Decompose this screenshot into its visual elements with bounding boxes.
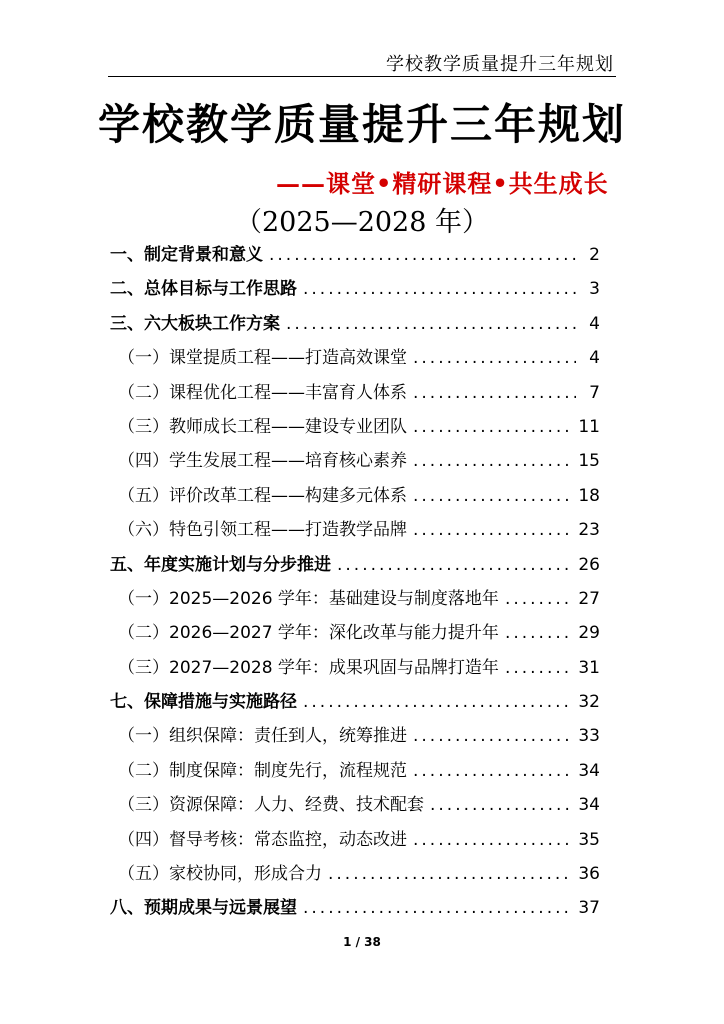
toc-entry-page: 4 bbox=[589, 313, 600, 334]
toc-dot-leader bbox=[413, 520, 572, 540]
toc-entry-page: 29 bbox=[578, 623, 600, 644]
toc-entry-page: 2 bbox=[589, 245, 600, 265]
toc-entry-title: （三）资源保障：人力、经费、技术配套 bbox=[118, 795, 424, 816]
toc-dot-leader bbox=[413, 383, 576, 403]
toc-entry-title: （五）评价改革工程——构建多元体系 bbox=[118, 485, 407, 506]
toc-entry[interactable] bbox=[110, 825, 600, 859]
toc-entry-page: 34 bbox=[578, 760, 600, 781]
toc-entry[interactable] bbox=[110, 550, 600, 584]
toc-entry-page: 36 bbox=[578, 864, 600, 885]
toc-entry-title: （五）家校协同，形成合力 bbox=[118, 864, 322, 885]
document-subtitle: ——课堂•精研课程•共生成长 bbox=[276, 169, 609, 198]
toc-entry-title: 二、总体目标与工作思路 bbox=[110, 279, 297, 300]
toc-entry-title: （二）制度保障：制度先行，流程规范 bbox=[118, 760, 407, 781]
toc-entry-title: （一）2025—2026 学年：基础建设与制度落地年 bbox=[118, 588, 499, 609]
toc-entry[interactable] bbox=[110, 721, 600, 755]
toc-entry-page: 33 bbox=[578, 726, 600, 747]
toc-entry-page: 27 bbox=[578, 588, 600, 609]
toc-dot-leader bbox=[430, 795, 572, 815]
toc-entry-page: 7 bbox=[589, 382, 600, 403]
toc-dot-leader bbox=[413, 726, 572, 746]
toc-entry-page: 34 bbox=[578, 795, 600, 816]
toc-entry[interactable] bbox=[110, 893, 600, 927]
toc-entry-title: 一、制定背景和意义 bbox=[110, 245, 263, 265]
page-indicator: 1 / 38 bbox=[343, 935, 381, 949]
toc-entry-title: 七、保障措施与实施路径 bbox=[110, 692, 297, 713]
toc-entry[interactable] bbox=[110, 687, 600, 721]
toc-entry-title: （三）2027—2028 学年：成果巩固与品牌打造年 bbox=[118, 657, 499, 678]
toc-entry[interactable] bbox=[110, 584, 600, 618]
toc-entry-page: 35 bbox=[578, 829, 600, 850]
document-title: 学校教学质量提升三年规划 bbox=[97, 100, 626, 149]
toc-entry-title: （四）学生发展工程——培育核心素养 bbox=[118, 451, 407, 472]
toc-entry[interactable] bbox=[110, 859, 600, 893]
toc-dot-leader bbox=[337, 555, 572, 575]
toc-entry-title: 八、预期成果与远景展望 bbox=[110, 898, 297, 919]
toc-entry[interactable] bbox=[110, 446, 600, 480]
toc-dot-leader bbox=[303, 692, 572, 712]
toc-entry[interactable] bbox=[110, 481, 600, 515]
toc-entry-page: 18 bbox=[578, 485, 600, 506]
toc-entry-page: 3 bbox=[589, 279, 600, 300]
toc-entry-page: 4 bbox=[589, 348, 600, 369]
toc-entry-page: 31 bbox=[578, 657, 600, 678]
toc-dot-leader bbox=[303, 898, 572, 918]
toc-entry-title: （二）2026—2027 学年：深化改革与能力提升年 bbox=[118, 623, 499, 644]
document-years: （2025—2028 年） bbox=[234, 207, 489, 238]
toc-dot-leader bbox=[269, 245, 576, 265]
toc-dot-leader bbox=[413, 417, 572, 437]
header-divider bbox=[108, 76, 616, 77]
toc-dot-leader bbox=[413, 451, 572, 471]
toc-entry[interactable] bbox=[110, 240, 600, 274]
toc-entry[interactable] bbox=[110, 790, 600, 824]
toc-entry-title: （二）课程优化工程——丰富育人体系 bbox=[118, 382, 407, 403]
toc-entry-page: 23 bbox=[578, 520, 600, 541]
toc-entry[interactable] bbox=[110, 412, 600, 446]
toc-entry-title: （四）督导考核：常态监控，动态改进 bbox=[118, 829, 407, 850]
toc-dot-leader bbox=[286, 314, 576, 334]
toc-entry-page: 11 bbox=[578, 416, 600, 437]
toc-dot-leader bbox=[328, 864, 572, 884]
toc-entry-page: 32 bbox=[578, 692, 600, 713]
toc-entry[interactable] bbox=[110, 343, 600, 377]
toc-entry-page: 26 bbox=[578, 554, 600, 575]
toc-entry-page: 15 bbox=[578, 451, 600, 472]
toc-entry-page: 37 bbox=[578, 898, 600, 919]
toc-dot-leader bbox=[413, 761, 572, 781]
toc-entry[interactable] bbox=[110, 618, 600, 652]
toc-entry[interactable] bbox=[110, 309, 600, 343]
toc-entry-title: 五、年度实施计划与分步推进 bbox=[110, 554, 331, 575]
toc-dot-leader bbox=[303, 279, 576, 299]
toc-dot-leader bbox=[505, 589, 572, 609]
toc-entry[interactable] bbox=[110, 515, 600, 549]
running-header: 学校教学质量提升三年规划 bbox=[386, 54, 614, 75]
toc-entry[interactable] bbox=[110, 378, 600, 412]
toc-entry[interactable] bbox=[110, 653, 600, 687]
toc-entry-title: （三）教师成长工程——建设专业团队 bbox=[118, 416, 407, 437]
toc-entry-title: 三、六大板块工作方案 bbox=[110, 313, 280, 334]
toc-entry-title: （一）课堂提质工程——打造高效课堂 bbox=[118, 348, 407, 369]
toc-entry-title: （六）特色引领工程——打造教学品牌 bbox=[118, 520, 407, 541]
toc-dot-leader bbox=[505, 658, 572, 678]
toc-dot-leader bbox=[413, 348, 576, 368]
toc-dot-leader bbox=[505, 623, 572, 643]
toc-entry[interactable] bbox=[110, 756, 600, 790]
toc-dot-leader bbox=[413, 486, 572, 506]
table-of-contents bbox=[110, 240, 600, 928]
toc-entry-title: （一）组织保障：责任到人，统筹推进 bbox=[118, 726, 407, 747]
toc-entry[interactable] bbox=[110, 274, 600, 308]
toc-dot-leader bbox=[413, 830, 572, 850]
